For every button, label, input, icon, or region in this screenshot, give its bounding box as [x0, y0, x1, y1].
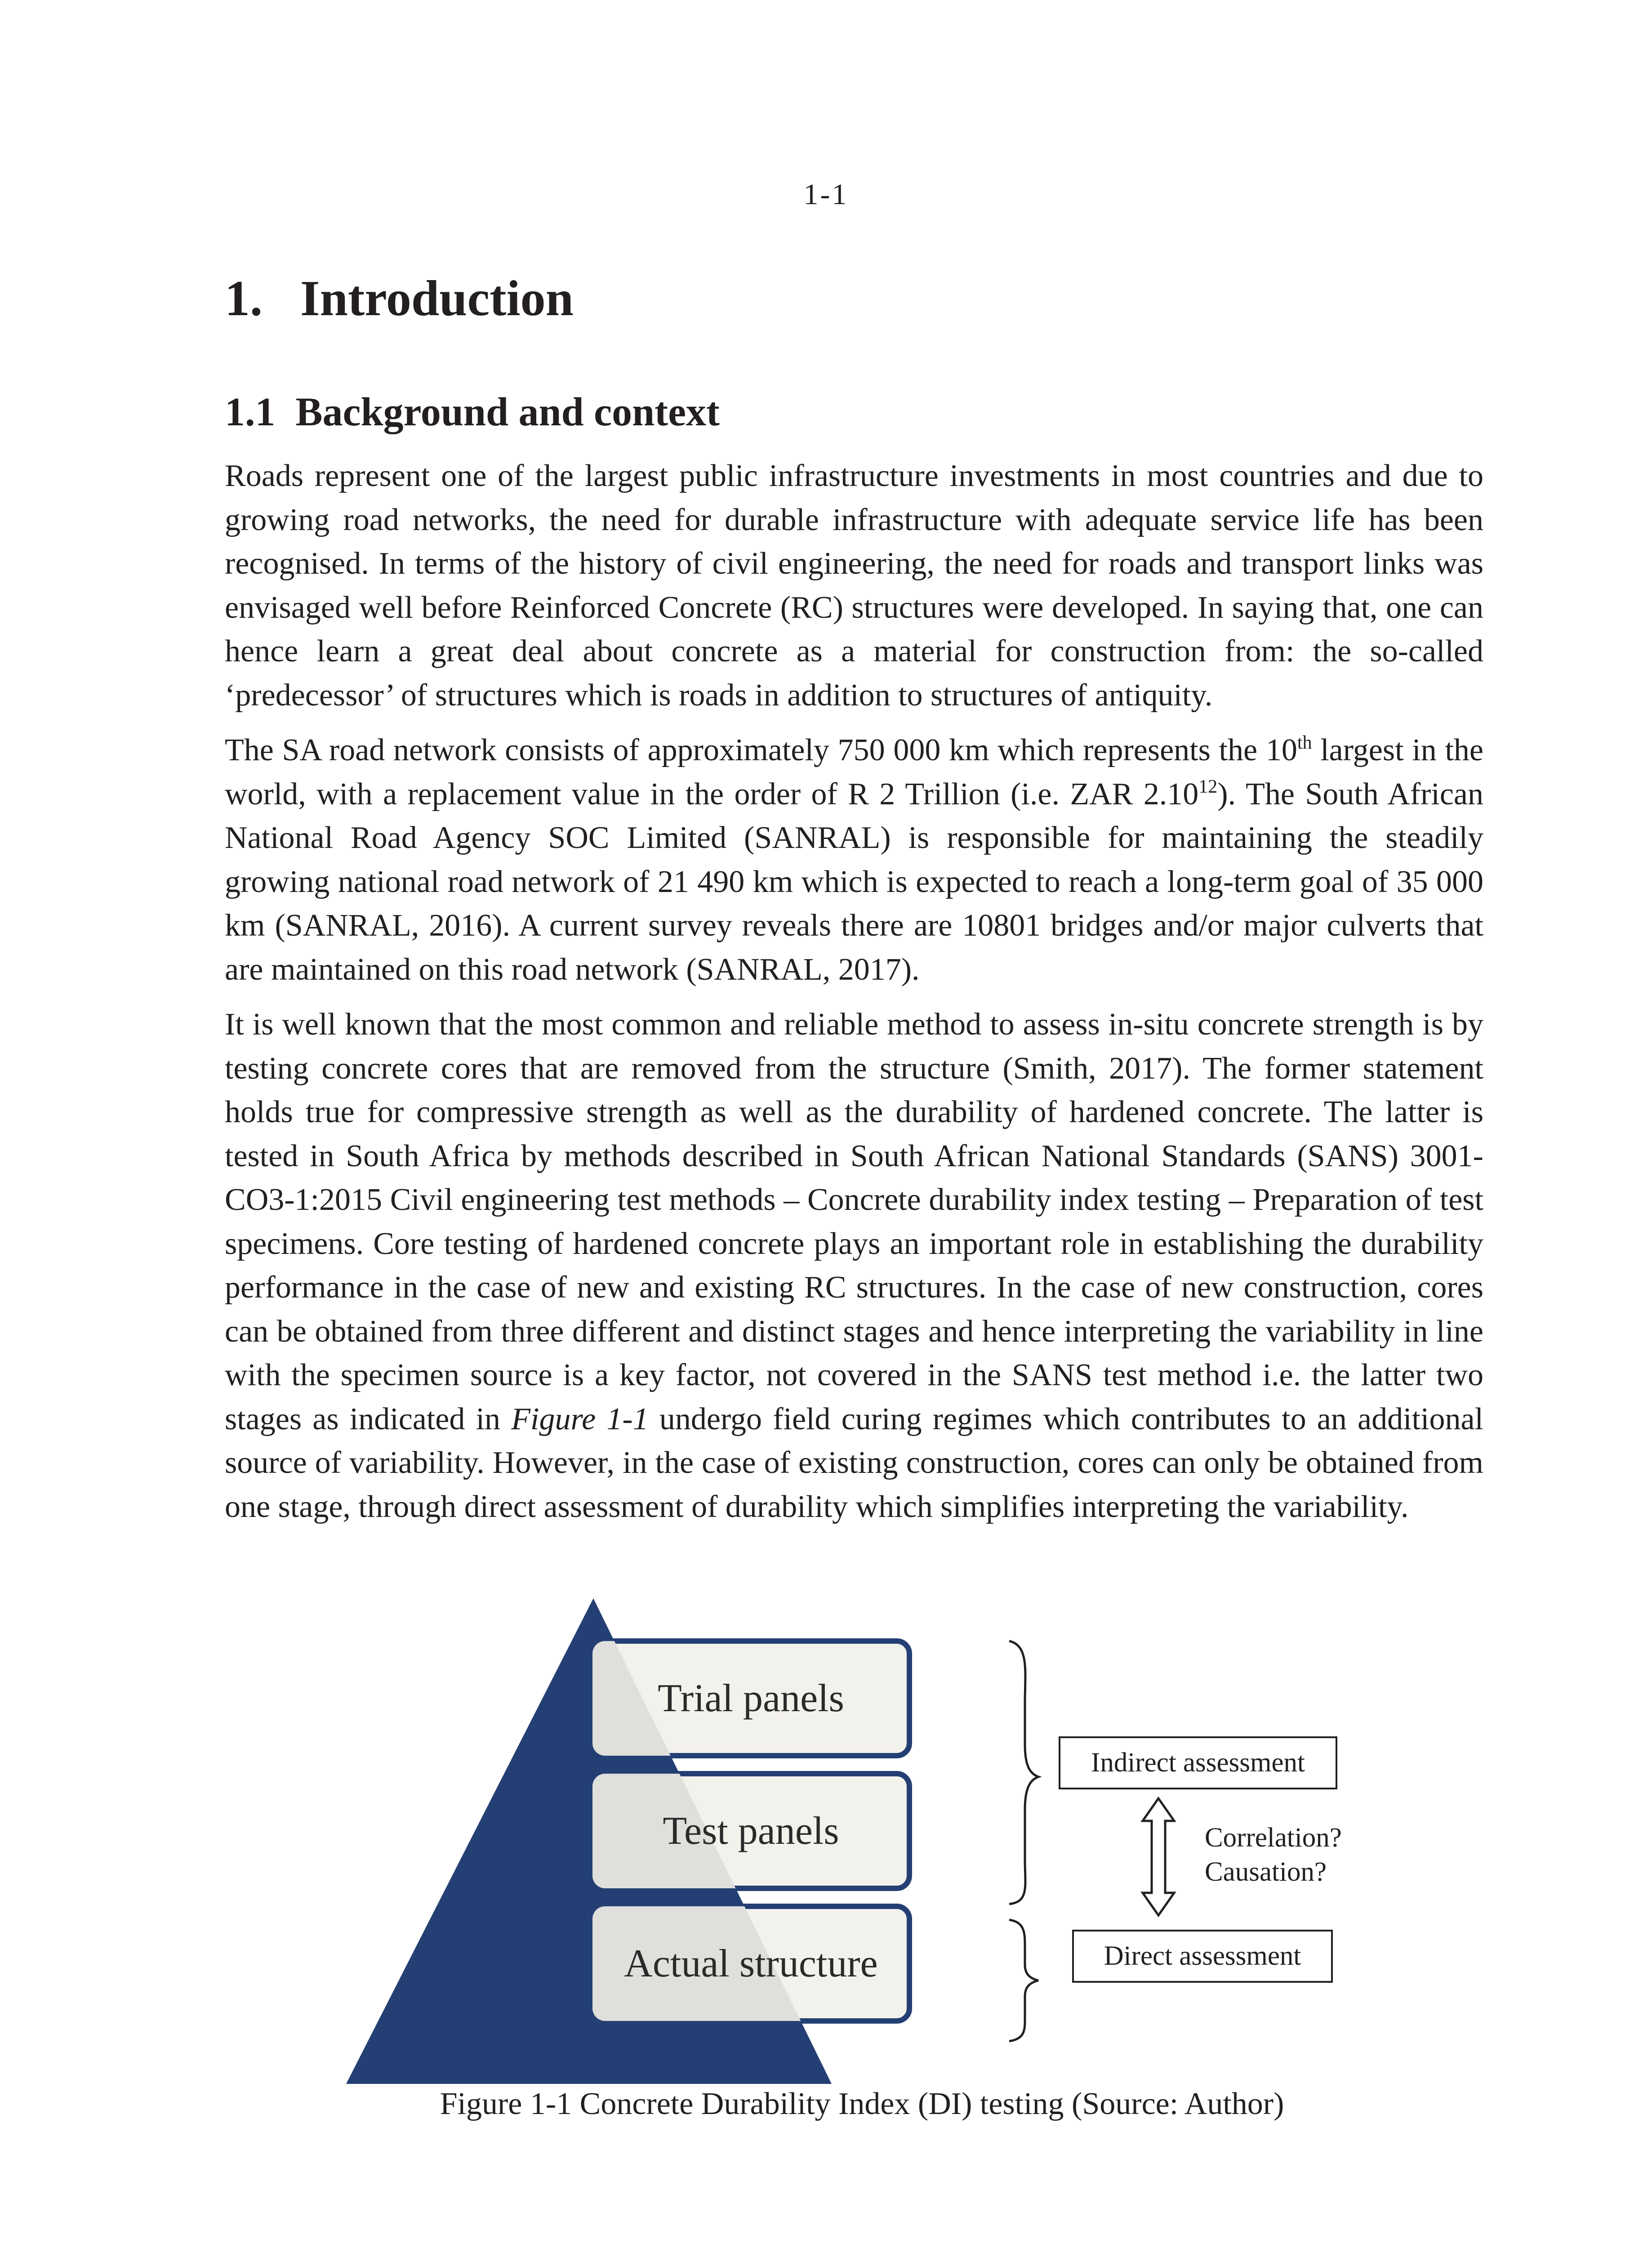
chapter-title: 1. Introduction: [225, 271, 574, 326]
page-number: 1-1: [803, 178, 849, 211]
superscript-12: 12: [1198, 776, 1218, 797]
paragraph-2-text-3: ). The South African National Road Agency SOC Limited (SANRAL) is responsible for maintaining the steadily growing national road network of 21 490 km which is expected to reach a long-term goal of 35 000 km (SANRAL, 2016). A current survey reveals there are 10801 bridges and/or major culverts that are maintained on this road network (SANRAL, 2017).: [225, 776, 1483, 987]
brace-upper: [1009, 1641, 1038, 1904]
correlation-label: Correlation?: [1205, 1823, 1342, 1853]
paragraph-1: Roads represent one of the largest public infrastructure investments in most countries and due to growing road networks, the need for durable infrastructure with adequate service life has been recognised. In terms of the history of civil engineering, the need for roads and transport links was envisaged well before Reinforced Concrete (RC) structures were developed. In saying that, one can hence learn a great deal about concrete as a material for construction from: the so-called ‘predecessor’ of structures which is roads in addition to structures of antiquity.: [225, 459, 1483, 713]
paragraph-3-text-1: It is well known that the most common and reliable method to assess in-situ concrete strength is by testing concrete cores that are removed from the structure (Smith, 2017). The former statement holds true for compressive strength as well as the durability of hardened concrete. The latter is tested in South Africa by methods described in South African National Standards (SANS) 3001-CO3-1:2015 Civil engineering test methods – Concrete durability index testing – Preparation of test specimens. Core testing of hardened concrete plays an important role in establishing the durability performance in the case of new and existing RC structures. In the case of new construction, cores can be obtained from three different and distinct stages and hence interpreting the variability in line with the specimen source is a key factor, not covered in the SANS test method i.e. the latter two stages as indicated in: [225, 1007, 1483, 1436]
paragraph-2-text-1: The SA road network consists of approximately 750 000 km which represents the 10: [225, 733, 1297, 767]
causation-label: Causation?: [1205, 1857, 1327, 1887]
double-arrow: [1143, 1798, 1174, 1915]
tier-actual-structure: Actual structure: [624, 1942, 878, 1985]
paragraph-3-text-2: undergo field curing regimes which contributes to an additional source of variability. However, in the case of existing construction, cores can only be obtained from one stage, through direct assessment of durability which simplifies interpreting the variability.: [225, 1401, 1483, 1524]
superscript-th: th: [1297, 732, 1312, 753]
tier-trial-panels: Trial panels: [658, 1677, 844, 1720]
figure-caption: Figure 1-1 Concrete Durability Index (DI) testing (Source: Author): [440, 2087, 1284, 2121]
direct-assessment-box: Direct assessment: [1072, 1930, 1333, 1983]
brace-lower: [1009, 1920, 1038, 2041]
indirect-assessment-box: Indirect assessment: [1059, 1736, 1337, 1789]
tier-test-panels: Test panels: [663, 1809, 839, 1853]
section-title: 1.1 Background and context: [225, 390, 720, 434]
figure-reference: Figure 1-1: [511, 1401, 649, 1436]
paragraph-2-text-2: largest in the world, with a replacement value in the order of R 2 Trillion (i.e. ZAR 2.10: [225, 733, 1483, 812]
